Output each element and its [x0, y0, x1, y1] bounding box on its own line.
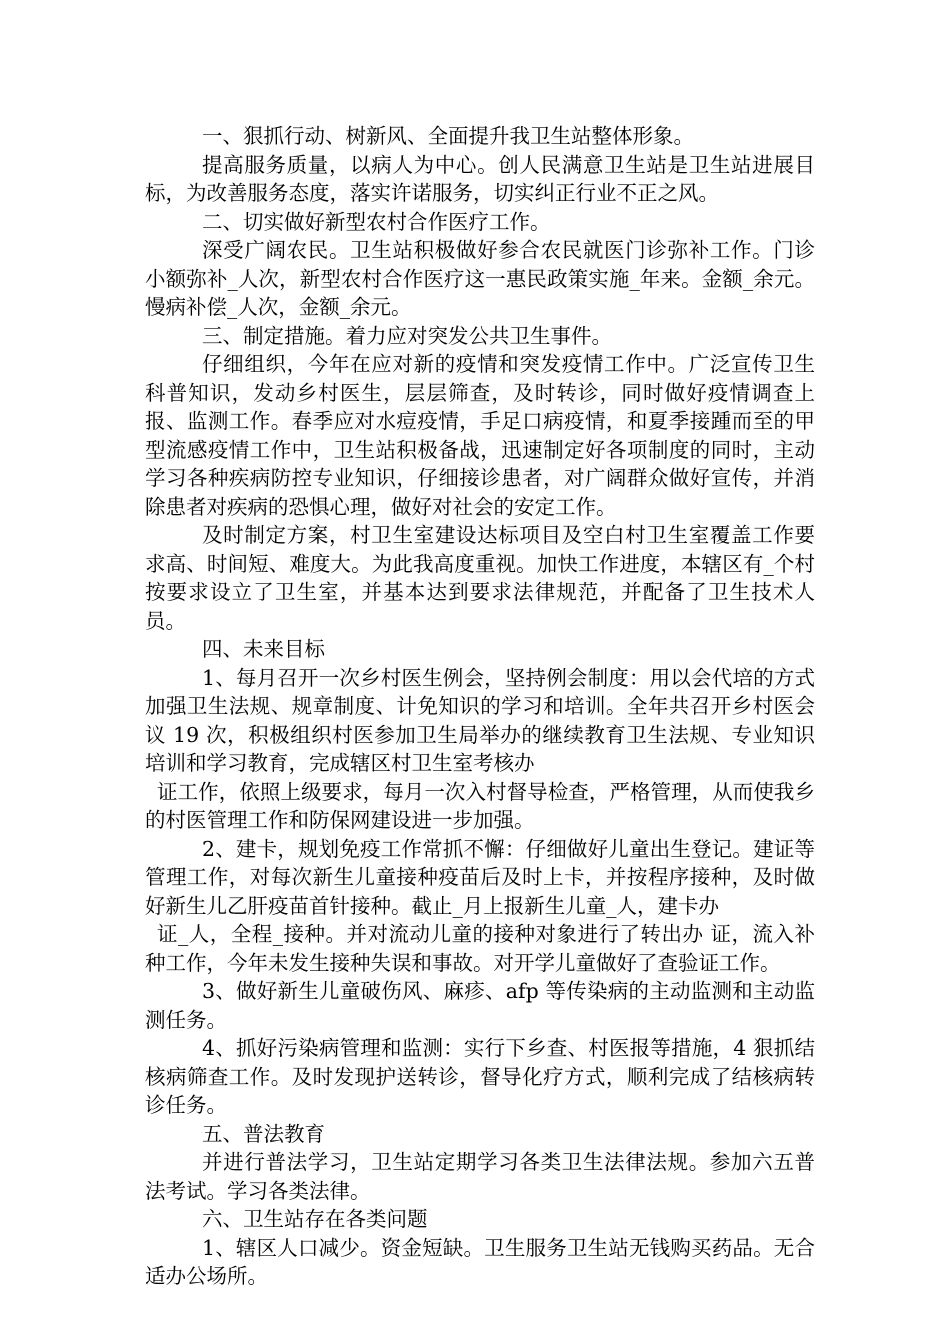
paragraph: 及时制定方案，村卫生室建设达标项目及空白村卫生室覆盖工作要求高、时间短、难度大。为此我高度重视。加快工作进度，本辖区有_个村按要求设立了卫生室，并基本达到要求法律规范，并配备了卫生技术人员。 — [145, 523, 815, 633]
section-heading-3: 三、制定措施。着力应对突发公共卫生事件。 — [202, 323, 612, 348]
section-heading-5: 五、普法教育 — [202, 1121, 325, 1146]
paragraph: 3、做好新生儿童破伤风、麻疹、afp 等传染病的主动监测和主动监测任务。 — [145, 979, 815, 1032]
paragraph-continuation: 证工作，依照上级要求，每月一次入村督导检查，严格管理，从而使我乡的村医管理工作和防保网建设进一步加强。 — [145, 779, 815, 832]
paragraph: 1、每月召开一次乡村医生例会，坚持例会制度：用以会代培的方式加强卫生法规、规章制度、计免知识的学习和培训。全年共召开乡村医会议 19 次，积极组织村医参加卫生局举办的继续教育卫生法规、专业知识培训和学习教育，完成辖区村卫生室考核办 — [145, 665, 815, 775]
paragraph: 仔细组织，今年在应对新的疫情和突发疫情工作中。广泛宣传卫生科普知识，发动乡村医生，层层筛查，及时转诊，同时做好疫情调查上报、监测工作。春季应对水痘疫情，手足口病疫情，和夏季接踵而至的甲型流感疫情工作中，卫生站积极备战，迅速制定好各项制度的同时，主动学习各种疾病防控专业知识，仔细接诊患者，对广阔群众做好宣传，并消除患者对疾病的恐惧心理，做好对社会的安定工作。 — [145, 352, 815, 519]
section-heading-1: 一、狠抓行动、树新风、全面提升我卫生站整体形象。 — [202, 124, 694, 148]
document-body — [145, 122, 815, 1291]
paragraph: 4、抓好污染病管理和监测：实行下乡查、村医报等措施，4 狠抓结核病筛查工作。及时发现护送转诊，督导化疗方式，顺利完成了结核病转诊任务。 — [145, 1036, 815, 1117]
paragraph: 2、建卡，规划免疫工作常抓不懈：仔细做好儿童出生登记。建证等管理工作，对每次新生儿童接种疫苗后及时上卡，并按程序接种，及时做好新生儿乙肝疫苗首针接种。截止_月上报新生儿童_人，建卡办 — [145, 836, 815, 918]
section-heading-6: 六、卫生站存在各类问题 — [202, 1207, 428, 1231]
paragraph-continuation: 证_人，全程_接种。并对流动儿童的接种对象进行了转出办 证，流入补种工作，今年未发生接种失误和事故。对开学儿童做好了查验证工作。 — [145, 922, 815, 975]
paragraph: 1、辖区人口减少。资金短缺。卫生服务卫生站无钱购买药品。无合适办公场所。 — [145, 1235, 815, 1288]
paragraph: 并进行普法学习，卫生站定期学习各类卫生法律法规。参加六五普法考试。学习各类法律。 — [145, 1150, 815, 1203]
section-heading-2: 二、切实做好新型农村合作医疗工作。 — [202, 209, 551, 234]
paragraph: 深受广阔农民。卫生站积极做好参合农民就医门诊弥补工作。门诊小额弥补_人次，新型农村合作医疗这一惠民政策实施_年来。金额_余元。慢病补偿_人次，金额_余元。 — [145, 238, 815, 319]
paragraph: 提高服务质量，以病人为中心。创人民满意卫生站是卫生站进展目标，为改善服务态度，落实许诺服务，切实纠正行业不正之风。 — [145, 152, 815, 205]
section-heading-4: 四、未来目标 — [202, 637, 325, 661]
